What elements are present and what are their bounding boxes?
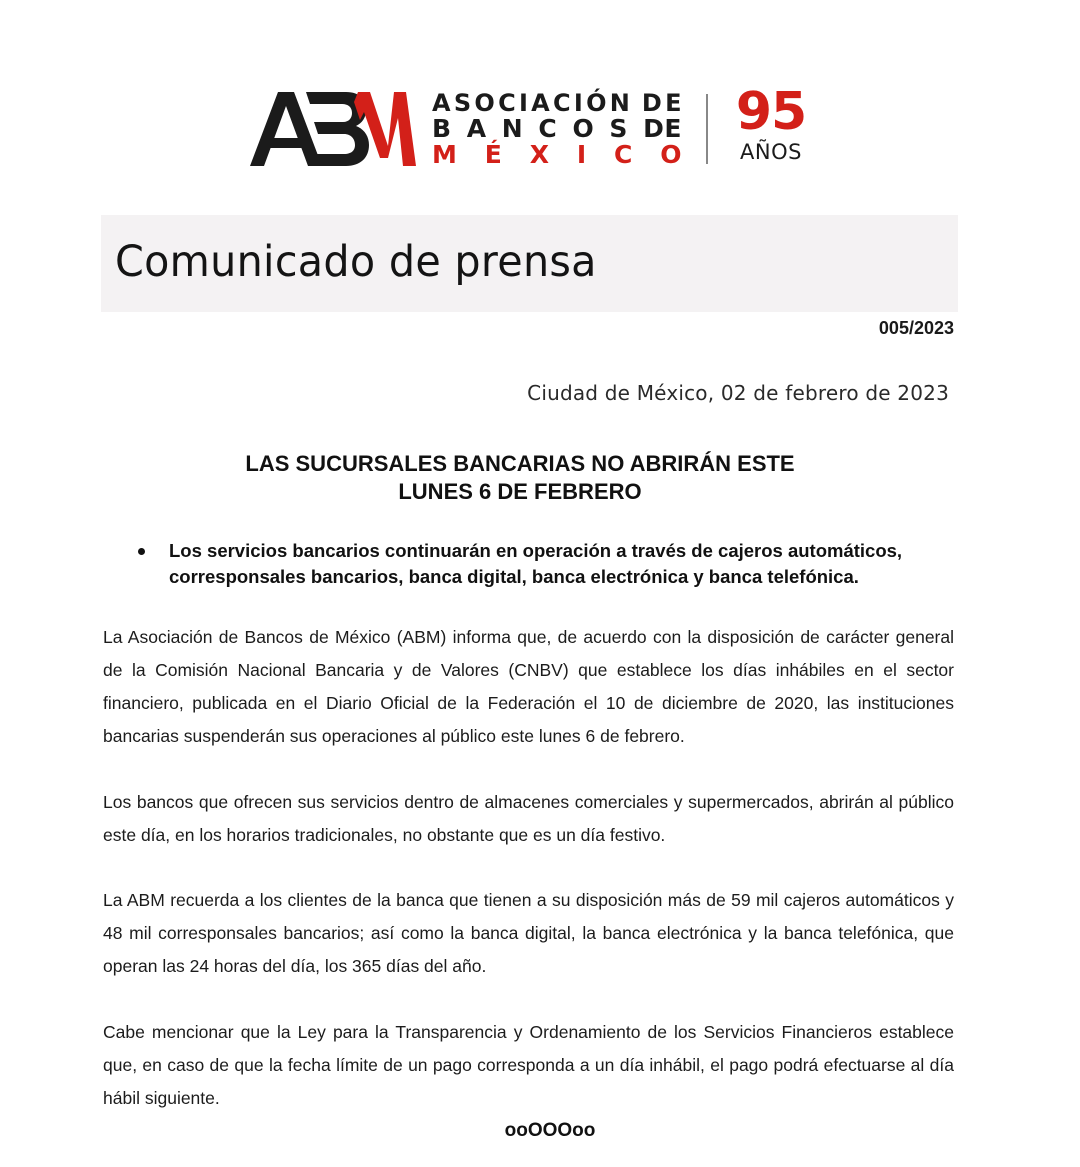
logo-char: C	[614, 140, 633, 169]
anniversary-label: AÑOS	[740, 140, 802, 164]
body-paragraph-1: La Asociación de Bancos de México (ABM) informa que, de acuerdo con la disposición de carácter general de la Comisión Nacional Bancaria y de Valores (CNBV) que establece los días inhábiles en el sector financiero, publicada en el Diario Oficial de la Federación el 10 de diciembre de 2020, las instituciones bancarias suspenderán sus operaciones al público este lunes 6 de febrero.	[103, 627, 954, 746]
logo-char: O	[474, 89, 496, 117]
anniversary-badge	[726, 84, 816, 164]
logo-char: O	[572, 114, 595, 143]
release-number: 005/2023	[878, 318, 954, 338]
logo-char: S	[609, 114, 628, 143]
headline-line-1: LAS SUCURSALES BANCARIAS NO ABRIRÁN ESTE	[245, 451, 795, 476]
closing-mark: ooOOOoo	[504, 1120, 596, 1141]
abm-logo	[248, 82, 818, 172]
anniversary-number: 95	[735, 82, 807, 142]
dateline: Ciudad de México, 02 de febrero de 2023	[527, 381, 949, 405]
abm-logo-wordmark	[432, 90, 682, 168]
abm-logo-mark-icon	[248, 88, 418, 168]
logo-char: O	[660, 140, 682, 169]
logo-char: X	[529, 140, 550, 169]
press-release-banner	[101, 215, 958, 312]
logo-char	[633, 90, 639, 116]
logo-char: B	[432, 114, 452, 143]
bullet-item	[136, 538, 966, 590]
logo-char: S	[453, 89, 472, 117]
logo-char: A	[531, 89, 551, 117]
logo-char: N	[501, 114, 524, 143]
logo-char: É	[484, 140, 503, 169]
summary-bullets	[136, 538, 966, 590]
logo-char: A	[432, 89, 452, 117]
logo-char: E	[664, 114, 682, 143]
body-paragraph-3: La ABM recuerda a los clientes de la banca que tienen a su disposición más de 59 mil cajeros automáticos y 48 mil corresponsales bancarios; así como la banca digital, la banca electrónica y la banca telefónica, que operan las 24 horas del día, los 365 días del año.	[103, 890, 954, 976]
body-paragraph-4: Cabe mencionar que la Ley para la Transparencia y Ordenamiento de los Servicios Financieros establece que, en caso de que la fecha límite de un pago corresponda a un día inhábil, el pago podrá efectuarse al día hábil siguiente.	[103, 1022, 954, 1108]
logo-line-bancos	[432, 116, 682, 142]
logo-char: A	[466, 114, 487, 143]
logo-char: N	[609, 89, 631, 117]
bullet-text: Los servicios bancarios continuarán en operación a través de cajeros automáticos, corresponsales bancarios, banca digital, banca electrónica y banca telefónica.	[169, 540, 903, 587]
logo-char: D	[641, 89, 663, 117]
logo-line-mexico	[432, 142, 682, 168]
logo-char: E	[665, 89, 682, 117]
logo-char: C	[553, 89, 572, 117]
body-paragraph-2: Los bancos que ofrecen sus servicios dentro de almacenes comerciales y supermercados, abrirán al público este día, en los horarios tradicionales, no obstante que es un día festivo.	[103, 792, 954, 845]
logo-char: D	[643, 114, 665, 143]
logo-char: I	[573, 89, 584, 117]
headline	[120, 450, 920, 506]
logo-char: Ó	[586, 89, 608, 117]
bullet-dot-icon	[138, 548, 145, 555]
logo-char: I	[576, 140, 587, 169]
logo-char: M	[432, 140, 458, 169]
logo-divider	[706, 94, 708, 164]
logo-char-pair	[643, 116, 682, 142]
logo-char: C	[498, 89, 517, 117]
logo-line-asociacion	[432, 90, 682, 116]
page-title: Comunicado de prensa	[115, 237, 597, 287]
headline-line-2: LUNES 6 DE FEBRERO	[398, 479, 642, 504]
logo-char: I	[518, 89, 529, 117]
logo-char: C	[538, 114, 558, 143]
